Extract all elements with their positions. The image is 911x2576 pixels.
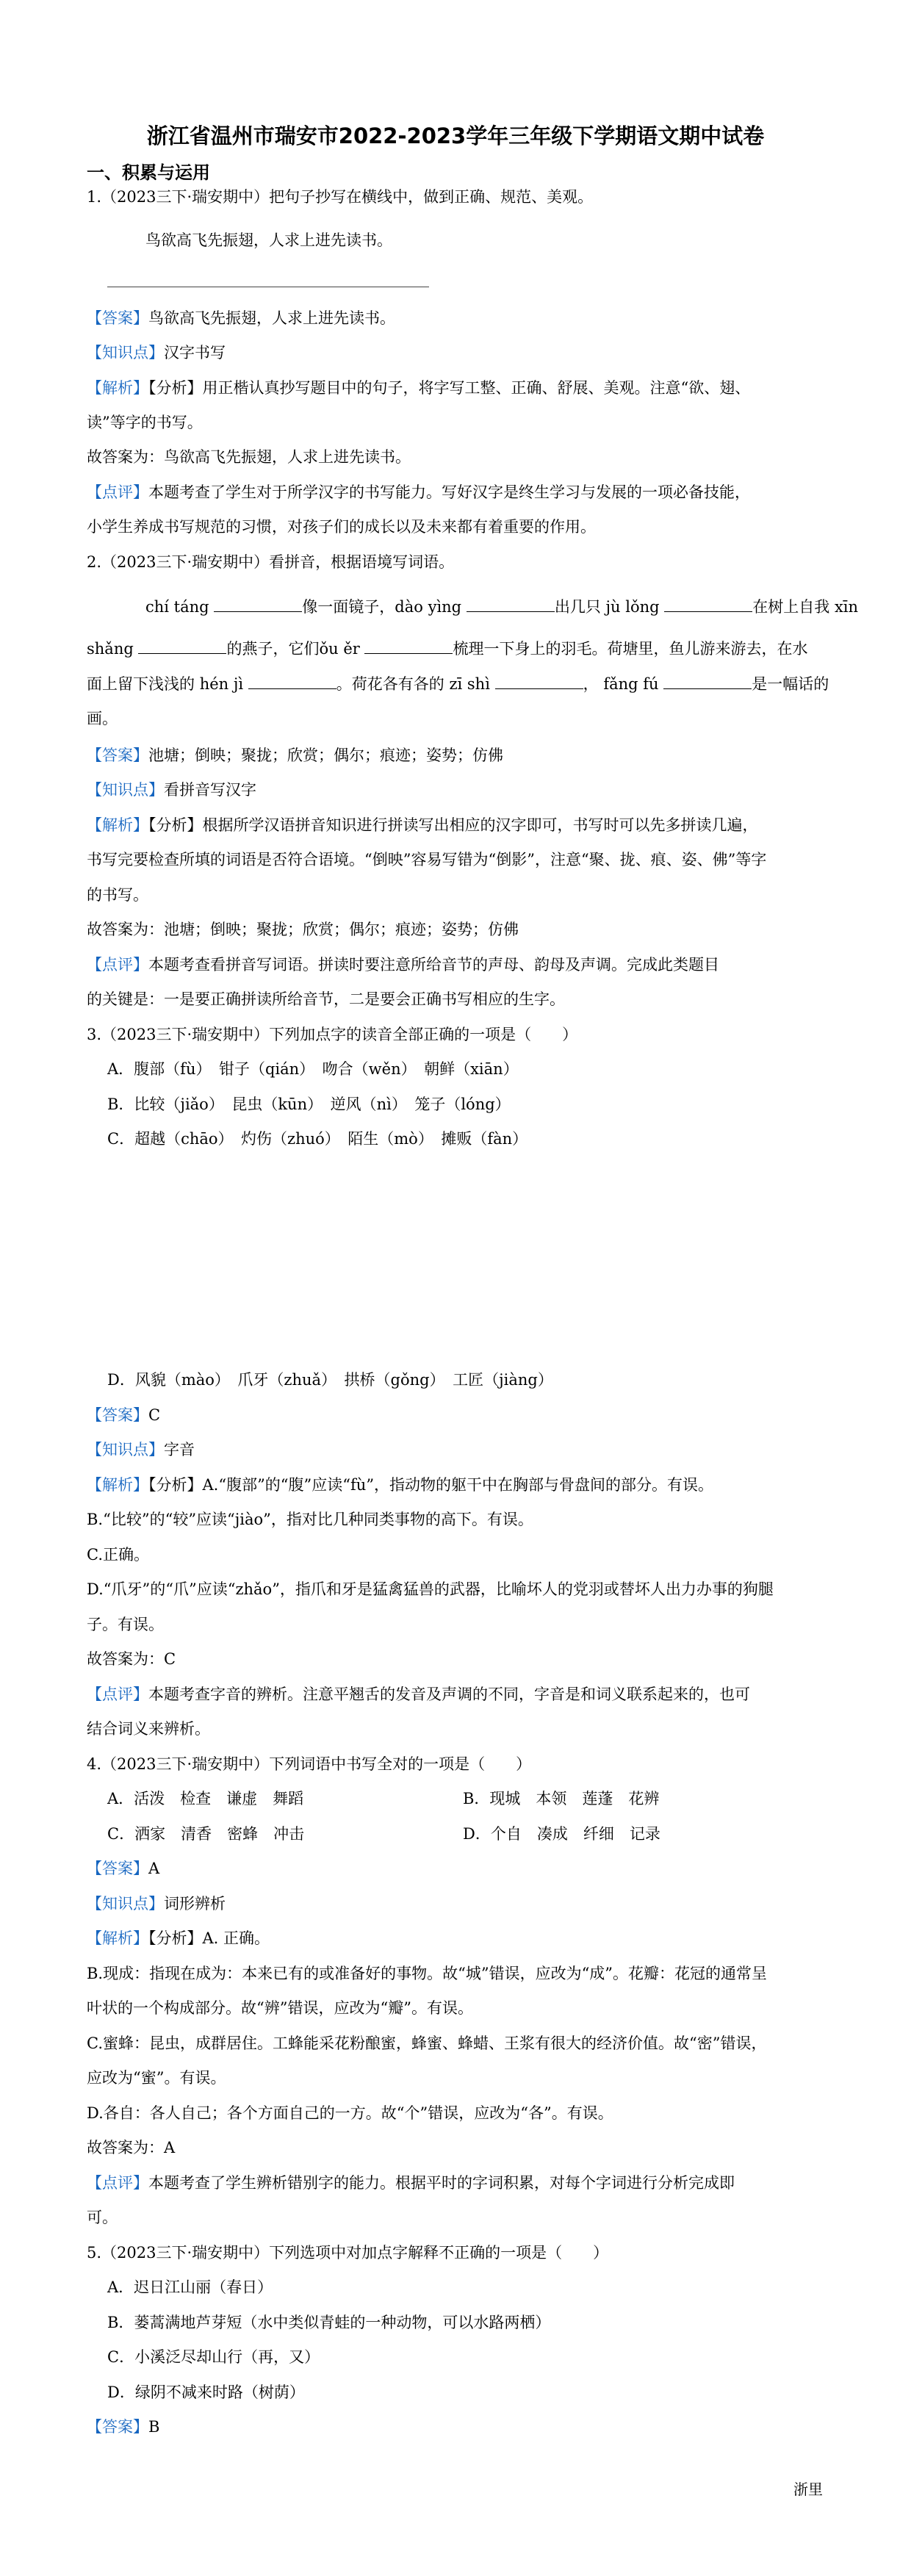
q4-analysis-c: C.蜜蜂：昆虫，成群居住。工蜂能采花粉酿蜜，蜂蜜、蜂蜡、王浆有很大的经济价值。故“密”错误， xyxy=(87,2034,767,2052)
q2-stem: 2.（2023三下·瑞安期中）看拼音，根据语境写词语。 xyxy=(87,553,455,571)
blank[interactable] xyxy=(138,637,226,654)
q2-passage-line4: 画。 xyxy=(87,710,118,727)
answer-tag: 【答案】 xyxy=(87,1860,148,1877)
answer-tag: 【答案】 xyxy=(87,1406,148,1424)
q2-comment-cont: 的关键是：一是要正确拼读所给音节，二是要会正确书写相应的生字。 xyxy=(87,990,565,1008)
knowledge-tag: 【知识点】 xyxy=(87,344,164,361)
q4-analysis: 【解析】【分析】A. 正确。 xyxy=(87,1929,270,1947)
q2-analysis-cont2: 的书写。 xyxy=(87,886,148,904)
q1-comment: 【点评】本题考查了学生对于所学汉字的书写能力。写好汉字是终生学习与发展的一项必备技能， xyxy=(87,483,750,501)
comment-tag: 【点评】 xyxy=(87,483,148,501)
blank[interactable] xyxy=(495,672,583,689)
q5-answer: 【答案】B xyxy=(87,2418,160,2436)
q1-comment-cont: 小学生养成书写规范的习惯，对孩子们的成长以及未来都有着重要的作用。 xyxy=(87,518,596,536)
q1-sentence: 鸟欲高飞先振翅，人求上进先读书。 xyxy=(145,231,392,249)
blank[interactable] xyxy=(664,595,752,612)
q2-knowledge: 【知识点】看拼音写汉字 xyxy=(87,781,256,799)
q3-option-d[interactable]: D．风貌（mào） 爪牙（zhuǎ） 拱桥（gǒng） 工匠（jiàng） xyxy=(107,1371,553,1389)
blank[interactable] xyxy=(214,595,302,612)
comment-tag: 【点评】 xyxy=(87,2174,148,2192)
q3-option-a[interactable]: A．腹部（fù） 钳子（qián） 吻合（wěn） 朝鲜（xiān） xyxy=(107,1060,519,1078)
q3-final: 故答案为：C xyxy=(87,1650,176,1668)
q5-option-d[interactable]: D．绿阴不减来时路（树荫） xyxy=(107,2383,305,2401)
q4-comment: 【点评】本题考查了学生辨析错别字的能力。根据平时的字词积累，对每个字词进行分析完成即 xyxy=(87,2174,735,2192)
q2-passage-line2: shǎng 的燕子，它们ǒu ěr 梳理一下身上的羽毛。荷塘里，鱼儿游来游去，在水 xyxy=(87,637,829,660)
q4-answer: 【答案】A xyxy=(87,1860,160,1877)
q3-analysis-d-cont: 子。有误。 xyxy=(87,1616,164,1633)
q4-analysis-d: D.各自：各人自己；各个方面自己的一方。故“个”错误，应改为“各”。有误。 xyxy=(87,2104,613,2122)
answer-tag: 【答案】 xyxy=(87,2418,148,2436)
analysis-tag: 【解析】 xyxy=(87,1929,148,1947)
q2-analysis: 【解析】【分析】根据所学汉语拼音知识进行拼读写出相应的汉字即可，书写时可以先多拼读几遍， xyxy=(87,816,758,834)
q4-analysis-b: B.现成：指现在成为：本来已有的或准备好的事物。故“城”错误，应改为“成”。花瓣：花冠的通常呈 xyxy=(87,1965,768,1982)
blank[interactable] xyxy=(467,595,555,612)
analysis-tag: 【解析】 xyxy=(87,1476,148,1494)
blank[interactable] xyxy=(364,637,453,654)
q4-options-row2 xyxy=(107,1823,849,1845)
q3-answer: 【答案】C xyxy=(87,1406,161,1424)
analysis-tag: 【解析】 xyxy=(87,379,148,397)
q4-final: 故答案为：A xyxy=(87,2139,176,2156)
comment-tag: 【点评】 xyxy=(87,956,148,974)
q2-answer: 【答案】池塘；倒映；聚拢；欣赏；偶尔；痕迹；姿势；仿佛 xyxy=(87,746,503,764)
q4-option-d[interactable]: D．个自 凑成 纤细 记录 xyxy=(463,1825,660,1843)
blank[interactable] xyxy=(663,672,752,689)
q3-comment-cont: 结合词义来辨析。 xyxy=(87,1720,210,1738)
q3-stem: 3.（2023三下·瑞安期中）下列加点字的读音全部正确的一项是（ ） xyxy=(87,1026,578,1043)
q2-passage-line3: 面上留下浅浅的 hén jì 。荷花各有各的 zī shì ， fǎng fú 是一幅话的 xyxy=(87,672,829,695)
q3-analysis: 【解析】【分析】A.“腹部”的“腹”应读“fù”，指动物的躯干中在胸部与骨盘间的部分。有误。 xyxy=(87,1476,714,1494)
q1-final: 故答案为：鸟欲高飞先振翅，人求上进先读书。 xyxy=(87,448,411,466)
knowledge-tag: 【知识点】 xyxy=(87,781,164,799)
exam-title: 浙江省温州市瑞安市2022-2023学年三年级下学期语文期中试卷 xyxy=(146,123,765,148)
answer-tag: 【答案】 xyxy=(87,746,148,764)
comment-tag: 【点评】 xyxy=(87,1685,148,1703)
q1-stem: 1.（2023三下·瑞安期中）把句子抄写在横线中，做到正确、规范、美观。 xyxy=(87,188,594,206)
q1-analysis-cont: 读”等字的书写。 xyxy=(87,414,203,431)
q4-option-c[interactable]: C．洒家 清香 密蜂 冲击 xyxy=(107,1825,305,1843)
q5-stem: 5.（2023三下·瑞安期中）下列选项中对加点字解释不正确的一项是（ ） xyxy=(87,2244,609,2262)
blank[interactable] xyxy=(248,672,336,689)
q3-comment: 【点评】本题考查字音的辨析。注意平翘舌的发音及声调的不同，字音是和词义联系起来的，也可 xyxy=(87,1685,750,1703)
q3-knowledge: 【知识点】字音 xyxy=(87,1441,195,1458)
q3-analysis-d: D.“爪牙”的“爪”应读“zhǎo”，指爪和牙是猛禽猛兽的武器，比喻坏人的党羽或替坏人出力办事的狗腿 xyxy=(87,1580,774,1598)
q1-answer: 【答案】鸟欲高飞先振翅，人求上进先读书。 xyxy=(87,309,395,327)
analysis-tag: 【解析】 xyxy=(87,816,148,834)
q2-passage-line1: chí táng 像一面镜子，dào yìng 出几只 jù lǒng 在树上自我 xīn xyxy=(145,595,887,618)
q2-final: 故答案为：池塘；倒映；聚拢；欣赏；偶尔；痕迹；姿势；仿佛 xyxy=(87,921,519,938)
q5-option-c[interactable]: C．小溪泛尽却山行（再，又） xyxy=(107,2348,320,2366)
section-heading: 一、积累与运用 xyxy=(87,162,210,183)
q4-analysis-b-cont: 叶状的一个构成部分。故“辨”错误，应改为“瓣”。有误。 xyxy=(87,1999,473,2017)
q3-option-c[interactable]: C．超越（chāo） 灼伤（zhuó） 陌生（mò） 摊贩（fàn） xyxy=(107,1130,528,1148)
q1-knowledge: 【知识点】汉字书写 xyxy=(87,344,226,361)
q4-comment-cont: 可。 xyxy=(87,2209,118,2226)
q4-knowledge: 【知识点】词形辨析 xyxy=(87,1895,226,1913)
q3-analysis-c: C.正确。 xyxy=(87,1546,149,1564)
q4-options-row1 xyxy=(107,1788,849,1810)
knowledge-tag: 【知识点】 xyxy=(87,1441,164,1458)
q4-option-a[interactable]: A．活泼 检查 谦虚 舞蹈 xyxy=(107,1790,304,1807)
page-footer: 浙里 xyxy=(793,2480,823,2498)
q3-analysis-b: B.“比较”的“较”应读“jiào”，指对比几种同类事物的高下。有误。 xyxy=(87,1511,533,1528)
q4-stem: 4.（2023三下·瑞安期中）下列词语中书写全对的一项是（ ） xyxy=(87,1755,532,1773)
q1-analysis: 【解析】【分析】用正楷认真抄写题目中的句子，将字写工整、正确、舒展、美观。注意“欲、翅、 xyxy=(87,379,751,397)
q5-option-a[interactable]: A．迟日江山丽（春日） xyxy=(107,2278,273,2296)
q5-option-b[interactable]: B．蒌蒿满地芦芽短（水中类似青蛙的一种动物，可以水路两栖） xyxy=(107,2314,551,2331)
q2-comment: 【点评】本题考查看拼音写词语。拼读时要注意所给音节的声母、韵母及声调。完成此类题目 xyxy=(87,956,719,974)
answer-tag: 【答案】 xyxy=(87,309,148,327)
q4-option-b[interactable]: B．现城 本领 莲蓬 花辨 xyxy=(463,1790,660,1807)
q4-analysis-c-cont: 应改为“蜜”。有误。 xyxy=(87,2069,226,2087)
knowledge-tag: 【知识点】 xyxy=(87,1895,164,1913)
q3-option-b[interactable]: B．比较（jiǎo） 昆虫（kūn） 逆风（nì） 笼子（lóng） xyxy=(107,1095,511,1113)
q2-analysis-cont: 书写完要检查所填的词语是否符合语境。“倒映”容易写错为“倒影”，注意“聚、拢、痕、姿、佛”等字 xyxy=(87,851,767,868)
